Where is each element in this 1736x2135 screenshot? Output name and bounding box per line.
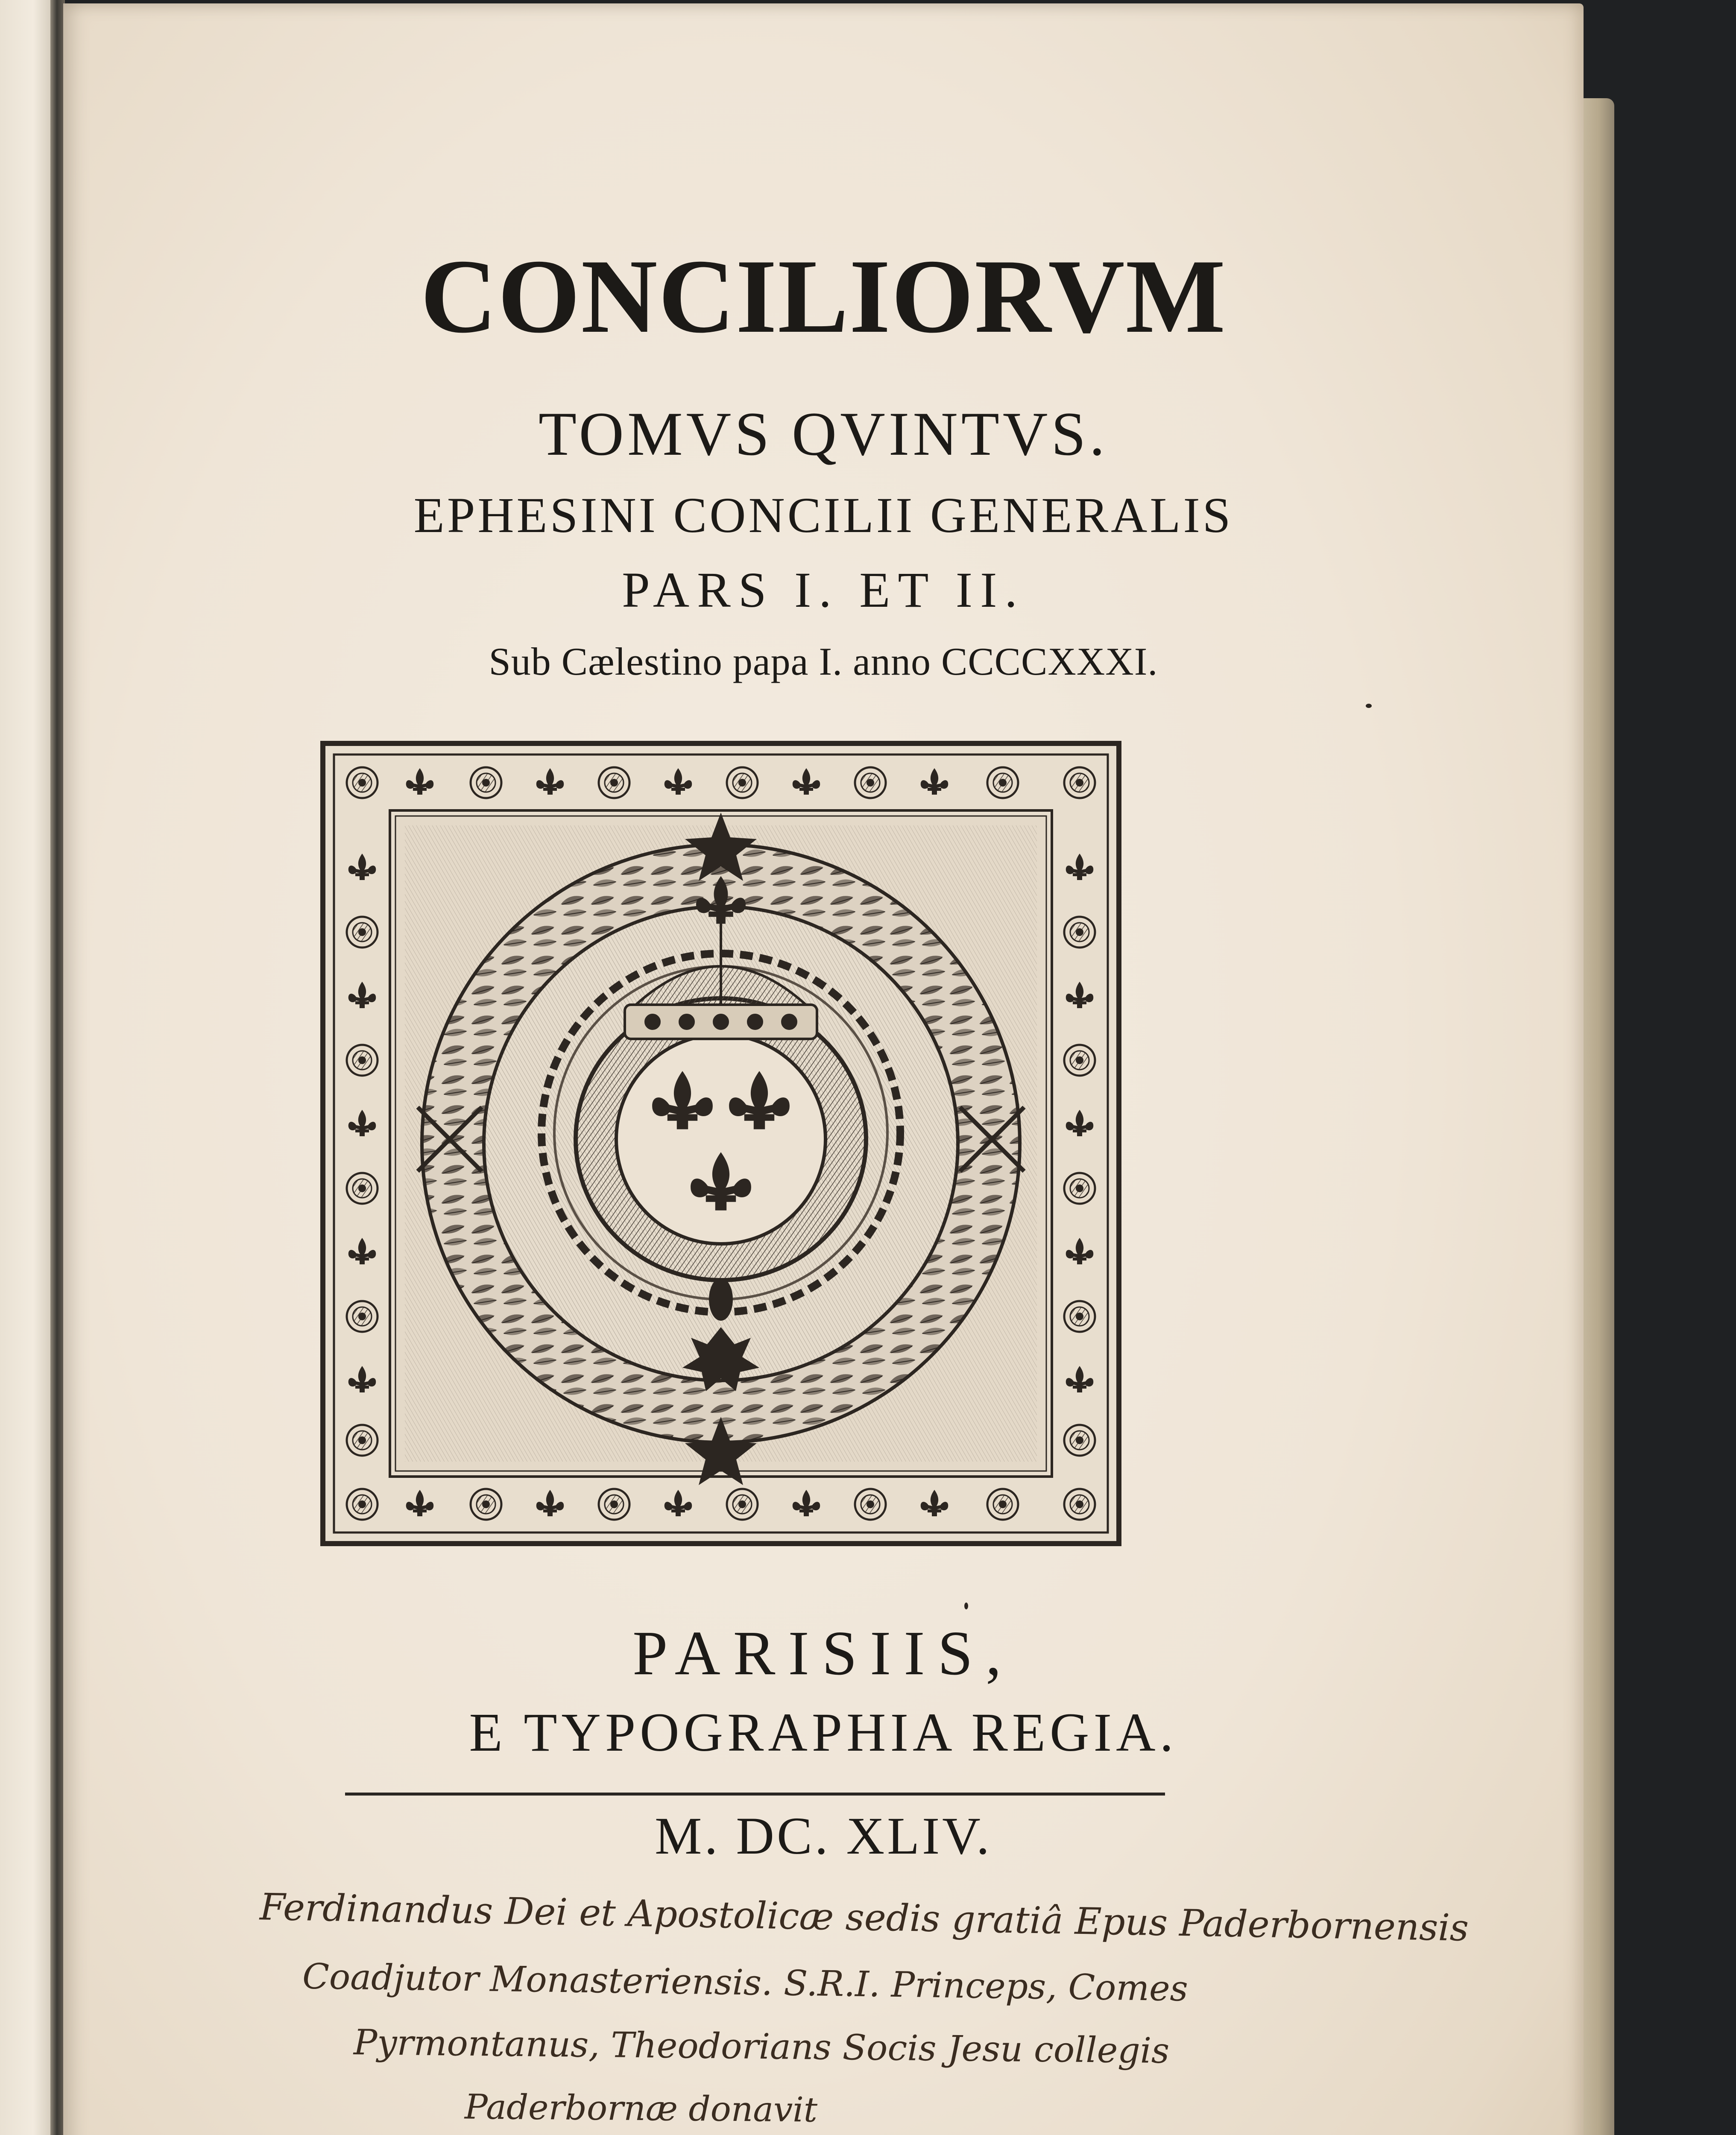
pontificate-line: Sub Cælestino papa I. anno CCCCXXXI. (489, 640, 1158, 683)
inscription-line-3: Pyrmontanus, Theodorians Socis Jesu collegis (353, 2022, 1170, 2071)
imprint-year: M. DC. XLIV. (655, 1807, 992, 1865)
volume-line: TOMVS QVINTVS. (538, 399, 1109, 468)
book-title: CONCILIORVM (420, 237, 1227, 355)
book-gutter (50, 0, 65, 2135)
subject-line: EPHESINI CONCILII GENERALIS (413, 487, 1233, 543)
inscription-line-4: Paderbornæ donavit (464, 2087, 818, 2130)
title-page (63, 3, 1584, 2135)
ink-speck (964, 1603, 968, 1609)
printer-line: E TYPOGRAPHIA REGIA. (469, 1702, 1178, 1763)
place-of-printing: PARISIIS, (632, 1618, 1014, 1688)
royal-arms-engraving (319, 740, 1122, 1547)
left-page-edge (0, 0, 56, 2135)
inscription-line-1: Ferdinandus Dei et Apostolicæ sedis gratiâ Epus Paderbornensis (259, 1886, 1469, 1950)
inscription-line-2: Coadjutor Monasteriensis. S.R.I. Princeps, Comes (302, 1956, 1189, 2009)
horizontal-rule (345, 1793, 1165, 1796)
ink-speck (1366, 704, 1372, 708)
parts-line: PARS I. ET II. (622, 562, 1025, 618)
